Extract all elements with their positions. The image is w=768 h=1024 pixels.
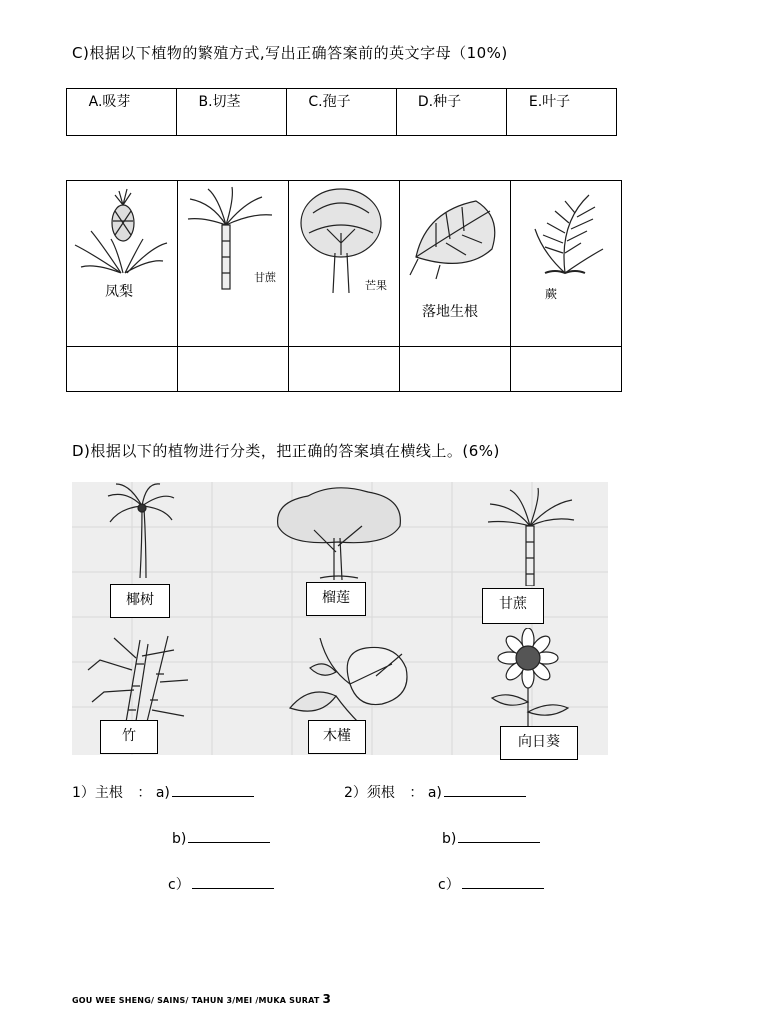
answer-line-fibrous-b[interactable] <box>442 828 540 847</box>
option-a: A.吸芽 <box>67 89 177 136</box>
section-d-instruction: D)根据以下的植物进行分类，把正确的答案填在横线上。(6%) <box>72 442 500 460</box>
answer-cell-5[interactable] <box>511 347 622 392</box>
label-box-sunflower: 向日葵 <box>500 726 578 760</box>
durian-tree-icon <box>268 482 408 580</box>
answer-blank[interactable] <box>462 874 544 889</box>
plant-cell-bryophyllum <box>400 181 511 347</box>
item-letter: c） <box>438 877 460 893</box>
plant-label: 甘蔗 <box>254 271 276 284</box>
plant-label: 凤梨 <box>105 284 133 300</box>
answer-line-taproot-c[interactable] <box>168 874 274 894</box>
answer-blank[interactable] <box>192 874 274 889</box>
plant-reproduction-table <box>66 180 622 392</box>
answer-blank[interactable] <box>458 828 540 843</box>
plant-label: 芒果 <box>365 279 387 292</box>
option-d: D.种子 <box>397 89 507 136</box>
page-number: 3 <box>322 992 332 1006</box>
leaf-icon <box>406 187 506 297</box>
answer-cell-4[interactable] <box>400 347 511 392</box>
footer-text: GOU WEE SHENG/ SAINS/ TAHUN 3/MEI /MUKA SURAT <box>72 996 320 1005</box>
answer-line-fibrous-a[interactable] <box>344 782 526 802</box>
option-b: B.切茎 <box>177 89 287 136</box>
item-letter: a) <box>427 785 442 801</box>
coconut-tree-icon <box>106 482 176 578</box>
answer-line-taproot-a[interactable] <box>72 782 254 802</box>
option-e: E.叶子 <box>507 89 617 136</box>
fern-icon <box>515 183 615 293</box>
group-colon: ： <box>137 785 152 801</box>
answer-line-taproot-b[interactable] <box>172 828 270 847</box>
options-table <box>66 88 617 136</box>
plant-classification-panel <box>72 482 608 755</box>
label-box-durian: 榴莲 <box>306 582 366 616</box>
item-letter: b) <box>172 831 187 847</box>
answer-blank[interactable] <box>444 782 526 797</box>
bamboo-icon <box>84 630 194 734</box>
sunflower-icon <box>478 628 588 728</box>
page-footer <box>72 992 331 1006</box>
group-title: 2）须根 <box>344 785 395 801</box>
option-c: C.孢子 <box>287 89 397 136</box>
sugarcane-icon <box>486 486 576 586</box>
plant-cell-mango <box>289 181 400 347</box>
item-letter: b) <box>442 831 457 847</box>
hibiscus-icon <box>280 638 416 728</box>
answer-cell-2[interactable] <box>178 347 289 392</box>
label-box-sugarcane: 甘蔗 <box>482 588 544 624</box>
plant-cell-pineapple <box>67 181 178 347</box>
plant-label: 蕨 <box>545 287 558 301</box>
plant-cell-sugarcane <box>178 181 289 347</box>
label-box-hibiscus: 木槿 <box>308 720 366 754</box>
answer-cell-3[interactable] <box>289 347 400 392</box>
answer-blank[interactable] <box>188 828 270 843</box>
group-title: 1）主根 <box>72 785 123 801</box>
group-colon: ： <box>409 785 424 801</box>
plant-label: 落地生根 <box>422 304 478 320</box>
item-letter: c） <box>168 877 190 893</box>
answer-blank[interactable] <box>172 782 254 797</box>
plant-cell-fern <box>511 181 622 347</box>
section-c-instruction: C)根据以下植物的繁殖方式,写出正确答案前的英文字母（10%) <box>72 44 508 62</box>
label-box-bamboo: 竹 <box>100 720 158 754</box>
item-letter: a) <box>155 785 170 801</box>
label-box-coconut: 椰树 <box>110 584 170 618</box>
answer-line-fibrous-c[interactable] <box>438 874 544 894</box>
pineapple-icon <box>71 183 171 293</box>
answer-cell-1[interactable] <box>67 347 178 392</box>
